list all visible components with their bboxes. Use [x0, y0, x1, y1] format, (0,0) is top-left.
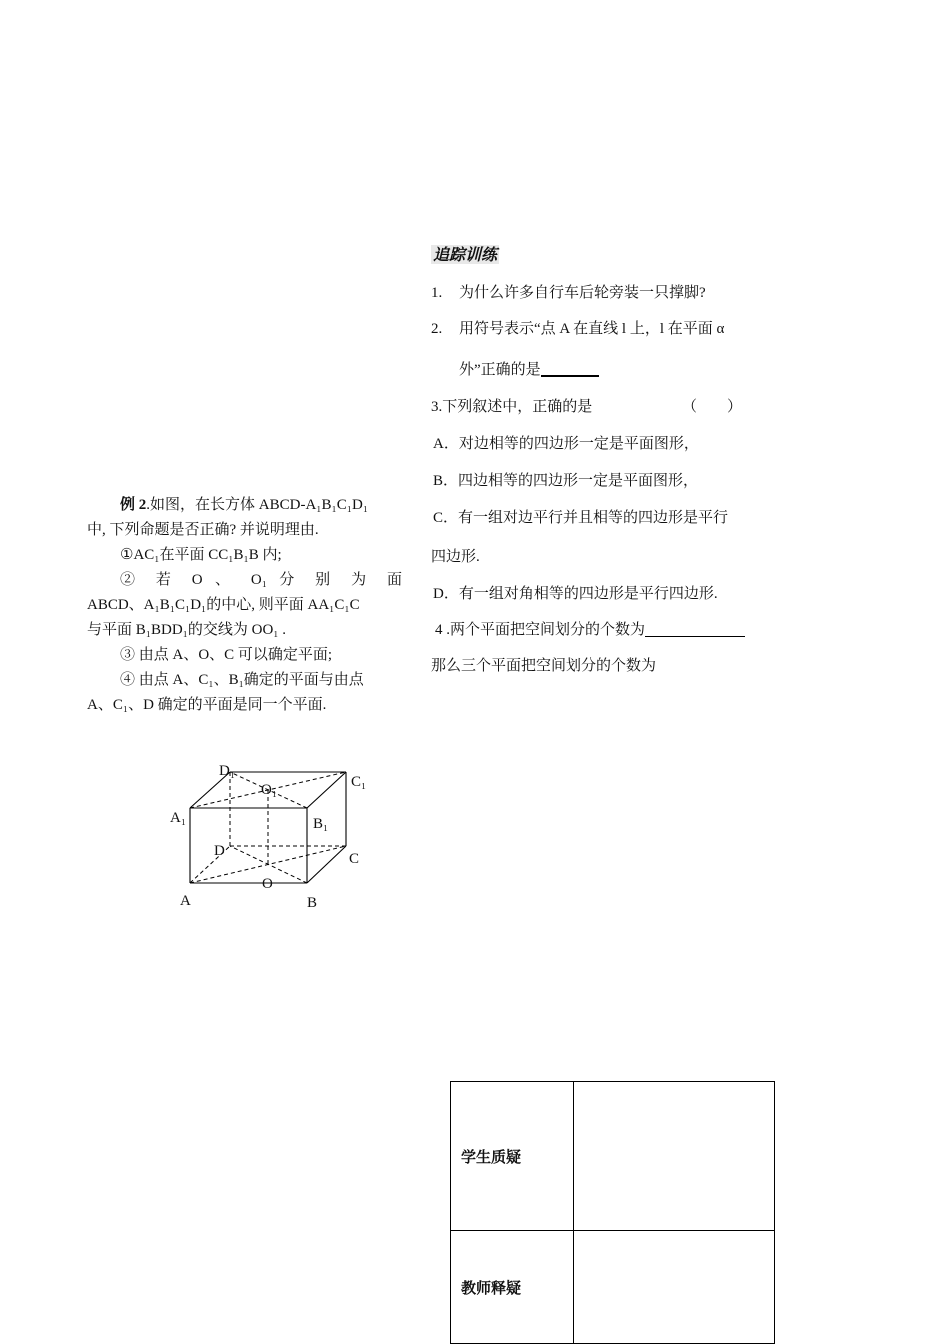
q4-line1: 4 .两个平面把空间划分的个数为	[435, 622, 646, 638]
item2-line2: ABCD、A₁B₁C₁D₁的中心, 则平面 AA₁C₁C	[87, 597, 360, 613]
q2-line1: 用符号表示“点 A 在直线 l 上，l 在平面 α	[459, 321, 725, 337]
label-O: O	[262, 876, 273, 892]
q2-line2: 外”正确的是	[459, 362, 541, 378]
label-A1: A₁	[170, 810, 187, 826]
label-D1: D₁	[219, 763, 236, 779]
q4-answer-blank[interactable]	[645, 620, 745, 637]
question-2-line2	[459, 358, 776, 383]
q3-stem: 3.下列叙述中，正确的是	[431, 399, 593, 415]
practice-heading	[431, 244, 499, 267]
q3-option-a: A．对边相等的四边形一定是平面图形，	[433, 436, 699, 452]
label-C: C	[349, 851, 360, 867]
example-solid-name: ABCD-A₁B₁C₁D₁	[258, 497, 369, 513]
q3-answer-paren[interactable]: （ ）	[682, 399, 743, 415]
item2-line3: 与平面 B₁BDD₁的交线为 OO₁ .	[87, 622, 287, 638]
label-B1: B₁	[313, 816, 329, 832]
q3-option-c-line2: 四边形.	[431, 549, 480, 565]
item2-mark: ②	[120, 572, 144, 588]
question-4-line1	[435, 618, 775, 643]
label-A: A	[180, 893, 191, 909]
example-intro-text: .如图，在长方体	[146, 497, 256, 513]
example-item-4-line1: ④ 由点 A、C₁、B₁确定的平面与由点	[120, 672, 364, 688]
item2-line1-text: 若 O 、 O₁ 分 别 为 面	[155, 572, 402, 588]
example-number: 例 2	[120, 497, 147, 513]
qa-table	[450, 1081, 775, 1344]
teacher-answer-label: 教师释疑	[451, 1231, 574, 1344]
question-4-line2: 那么三个平面把空间划分的个数为	[431, 658, 657, 674]
question-3	[431, 395, 776, 420]
q1-text: 为什么许多自行车后轮旁装一只撑脚?	[459, 285, 706, 301]
q3-option-d: D．有一组对角相等的四边形是平行四边形.	[433, 586, 718, 602]
q3-option-c-line1: C．有一组对边平行并且相等的四边形是平行	[433, 510, 729, 526]
label-B: B	[307, 895, 318, 911]
example-item-4-line2: A、C₁、D 确定的平面是同一个平面.	[87, 697, 327, 713]
question-2	[431, 317, 776, 342]
q2-answer-blank[interactable]	[541, 359, 599, 377]
student-question-cell[interactable]	[574, 1082, 775, 1231]
edge-B-C	[307, 846, 346, 883]
q3-option-b: B．四边相等的四边形一定是平面图形，	[433, 473, 699, 489]
item1-mark: ①	[120, 547, 134, 563]
table-row-student	[451, 1082, 775, 1231]
teacher-answer-cell[interactable]	[574, 1231, 775, 1344]
q1-number: 1.	[431, 285, 443, 301]
label-C1: C₁	[351, 774, 367, 790]
label-O1: O₁	[261, 782, 278, 798]
q2-number: 2.	[431, 321, 443, 337]
table-row-teacher	[451, 1231, 775, 1344]
student-question-label: 学生质疑	[451, 1082, 574, 1231]
question-1	[431, 281, 776, 306]
example-item-3: ③ 由点 A、O、C 可以确定平面;	[120, 647, 333, 663]
edge-B1-C1	[307, 772, 346, 808]
item1-text: AC₁在平面 CC₁B₁B 内;	[133, 547, 282, 563]
practice-heading-text: 追踪训练	[433, 245, 498, 264]
label-D: D	[214, 843, 225, 859]
example-intro-line2: 中, 下列命题是否正确? 并说明理由.	[87, 522, 319, 538]
